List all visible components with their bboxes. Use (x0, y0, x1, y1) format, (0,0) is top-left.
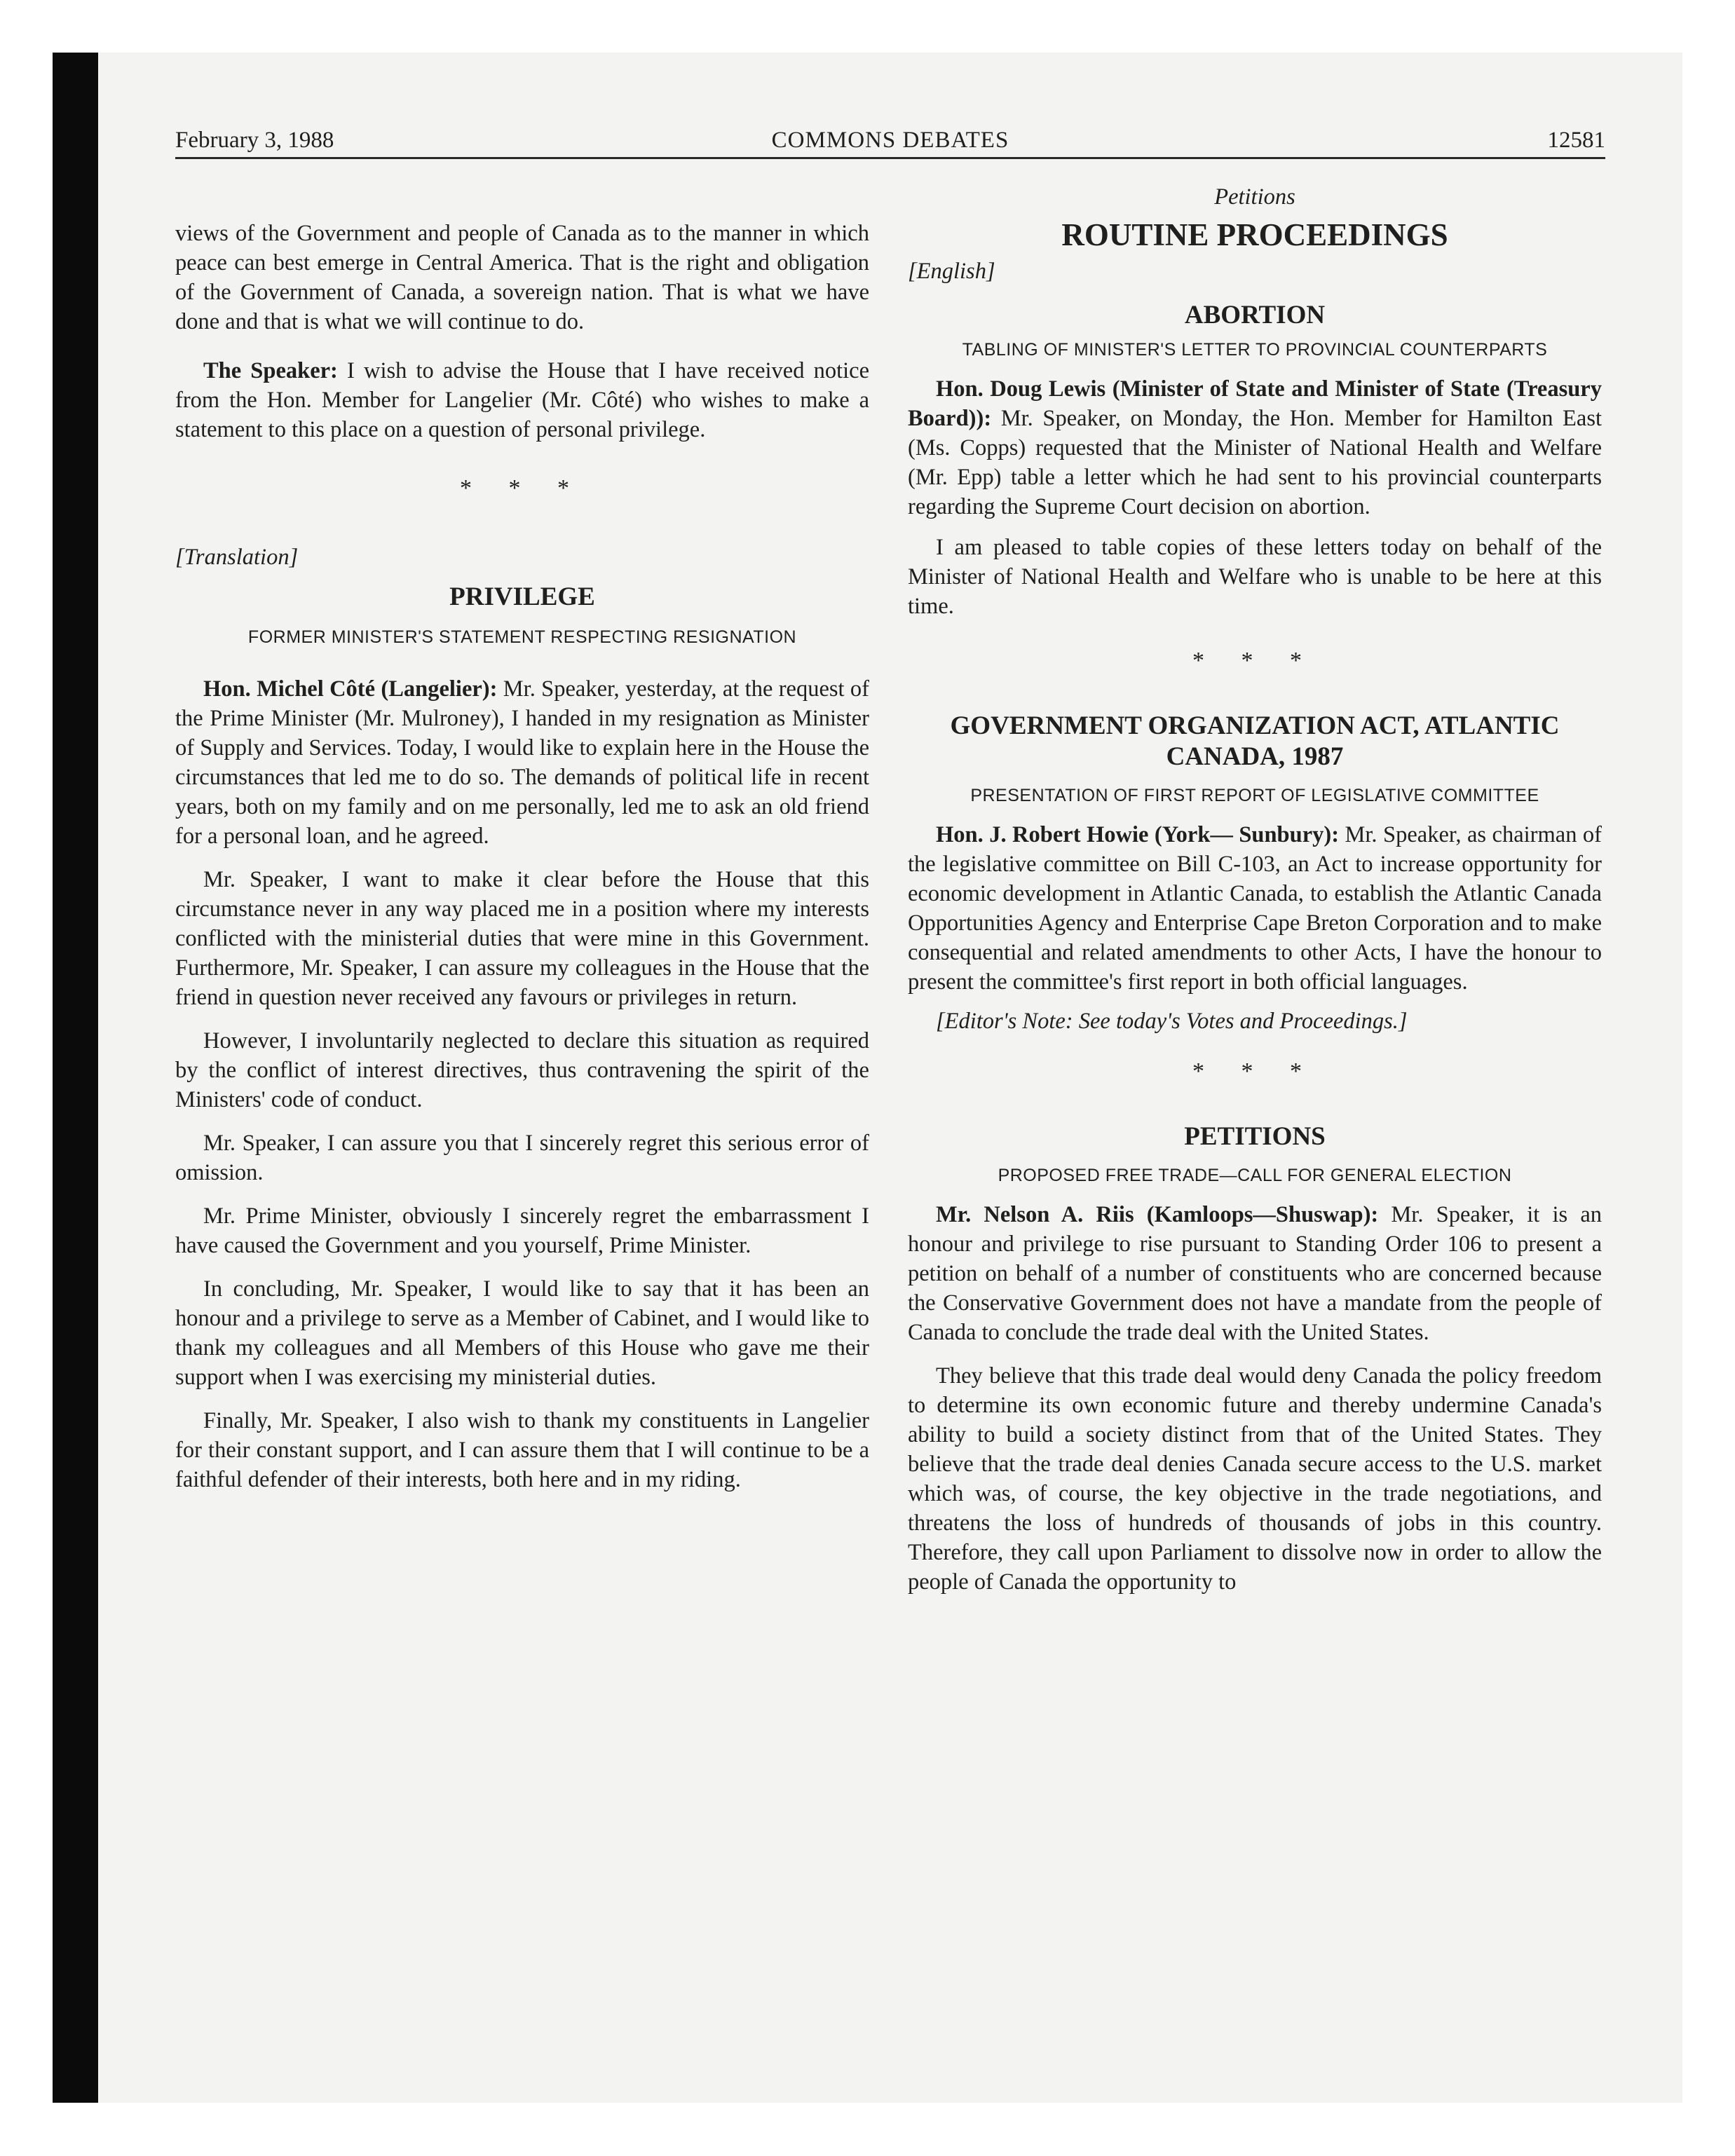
speaker-text: I wish to advise the House that I have received notice from the Hon. Member for Langelier (Mr. Côté) who wishes to make a statement to this place on a question of personal privilege. (175, 358, 869, 442)
english-tag: [English] (908, 259, 995, 284)
lewis-name: Hon. Doug Lewis (Minister of State and Minister of State (Treasury Board)): (908, 376, 1602, 431)
paragraph-continuation: views of the Government and people of Canada as to the manner in which peace can best emerge in Central America. That is the right and obligation of the Government of Canada, a sovereign nation. That is what we have done and that is what we will continue to do. (175, 221, 869, 334)
paragraph-riis (908, 1200, 1602, 1347)
page-binding-edge (53, 53, 98, 2103)
cote-name: Hon. Michel Côté (Langelier): (203, 676, 498, 702)
speaker-name: The Speaker: (203, 358, 338, 383)
paragraph-lewis (908, 374, 1602, 521)
paragraph-howie (908, 820, 1602, 997)
howie-name: Hon. J. Robert Howie (York— Sunbury): (936, 822, 1340, 847)
gov-org-heading: GOVERNMENT ORGANIZATION ACT, ATLANTIC CANADA, 1987 (950, 711, 1560, 771)
paragraph: In concluding, Mr. Speaker, I would like to say that it has been an honour and a privilege to serve as a Member of Cabinet, and I would like to thank my colleagues and all Members of this House who gave me their support when I was exercising my ministerial duties. (175, 1276, 869, 1390)
petitions-subheading: PROPOSED FREE TRADE—CALL FOR GENERAL ELECTION (998, 1166, 1512, 1185)
section-separator: * * * (460, 475, 585, 501)
page-number: 12581 (1547, 128, 1605, 153)
petitions-heading: PETITIONS (1184, 1122, 1326, 1151)
running-head: Petitions (1214, 184, 1295, 210)
abortion-subheading: TABLING OF MINISTER'S LETTER TO PROVINCIAL COUNTERPARTS (962, 340, 1548, 360)
privilege-heading: PRIVILEGE (449, 582, 595, 611)
paragraph-cote (175, 674, 869, 851)
section-separator: * * * (1192, 648, 1317, 674)
paragraph: Mr. Speaker, I want to make it clear before the House that this circumstance never in any way placed me in a position where my interests conflicted with the ministerial duties that were mine in this Government. Furthermore, Mr. Speaker, I can assure my colleagues in the House that the friend in question never received any favours or privileges in return. (175, 867, 869, 1010)
abortion-heading: ABORTION (1184, 301, 1326, 329)
header-date: February 3, 1988 (175, 128, 334, 153)
right-column (908, 182, 1602, 1597)
howie-text: Mr. Speaker, as chairman of the legislative committee on Bill C-103, an Act to increase opportunity for economic development in Atlantic Canada, to establish the Atlantic Canada Opportunities Agency and Enterprise Cape Breton Corporation and to make consequential and related amendments to other Acts, I have the honour to present the committee's first report in both official languages. (908, 822, 1602, 995)
gov-org-subheading: PRESENTATION OF FIRST REPORT OF LEGISLATIVE COMMITTEE (970, 786, 1539, 805)
paragraph: Mr. Prime Minister, obviously I sincerely regret the embarrassment I have caused the Government and you yourself, Prime Minister. (175, 1203, 869, 1258)
privilege-subheading: FORMER MINISTER'S STATEMENT RESPECTING RESIGNATION (247, 627, 797, 647)
lewis-text: Mr. Speaker, on Monday, the Hon. Member for Hamilton East (Ms. Copps) requested that the Minister of National Health and Welfare (Mr. Epp) table a letter which he had sent to his provincial counterparts regarding the Supreme Court decision on abortion. (908, 406, 1602, 519)
paragraph: They believe that this trade deal would deny Canada the policy freedom to determine its own economic future and thereby undermine Canada's ability to build a society distinct from that of the United States. They believe that the trade deal denies Canada secure access to the U.S. market which was, of course, the key objective in the trade negotiations, and threatens the loss of hundreds of thousands of jobs in this country. Therefore, they call upon Parliament to dissolve now in order to allow the people of Canada the opportunity to (908, 1363, 1602, 1595)
riis-text: Mr. Speaker, it is an honour and privilege to rise pursuant to Standing Order 106 to present a petition on behalf of a number of constituents who are concerned because the Conservative Government does not have a mandate from the people of Canada to conclude the trade deal with the United States. (908, 1202, 1602, 1345)
paragraph: I am pleased to table copies of these letters today on behalf of the Minister of National Health and Welfare who is unable to be here at this time. (908, 535, 1602, 619)
section-separator: * * * (1192, 1058, 1317, 1084)
header-title: COMMONS DEBATES (771, 128, 1009, 153)
riis-name: Mr. Nelson A. Riis (Kamloops—Shuswap): (936, 1202, 1379, 1227)
left-column (175, 182, 869, 1494)
page-header (175, 123, 1605, 159)
translation-tag: [Translation] (175, 545, 299, 570)
editor-note: [Editor's Note: See today's Votes and Proceedings.] (936, 1009, 1408, 1034)
paragraph: However, I involuntarily neglected to declare this situation as required by the conflict of interest directives, thus contravening the spirit of the Ministers' code of conduct. (175, 1028, 869, 1112)
cote-text: Mr. Speaker, yesterday, at the request of the Prime Minister (Mr. Mulroney), I handed in my resignation as Minister of Supply and Services. Today, I would like to explain here in the House the circumstances that led me to do so. The demands of political life in recent years, both on my family and on me personally, led me to ask an old friend for a personal loan, and he agreed. (175, 676, 869, 849)
section-title: ROUTINE PROCEEDINGS (1061, 217, 1448, 252)
paragraph: Mr. Speaker, I can assure you that I sincerely regret this serious error of omission. (175, 1131, 869, 1185)
paragraph: Finally, Mr. Speaker, I also wish to thank my constituents in Langelier for their constant support, and I can assure them that I will continue to be a faithful defender of their interests, both here and in my riding. (175, 1408, 869, 1492)
paragraph-speaker (175, 356, 869, 444)
